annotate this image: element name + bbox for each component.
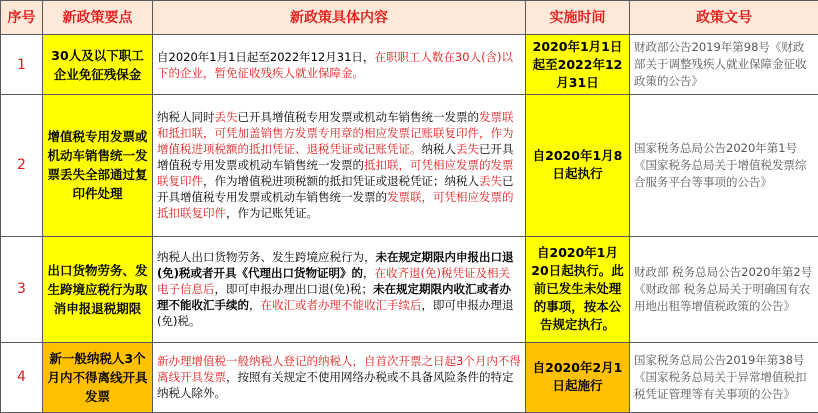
content-segment: 发票联，可凭相应发票的抵扣联复印件 bbox=[157, 190, 514, 221]
table-row bbox=[1, 236, 818, 342]
content-segment: 丢失 bbox=[456, 142, 479, 157]
row-content bbox=[153, 236, 526, 342]
content-segment: 在收汇或者办理不能收汇手续后 bbox=[260, 298, 422, 313]
row-doc: 国家税务总局公告2019年第38号《国家税务总局关于异常增值税扣税凭证管理等有关事项的公告》 bbox=[630, 342, 818, 412]
row-time: 2020年1月1日起至2022年12月31日 bbox=[526, 35, 630, 95]
row-content bbox=[153, 342, 526, 412]
content-segment: 纳税人同时 bbox=[157, 110, 215, 125]
content-segment: 丢失 bbox=[214, 110, 238, 125]
content-segment: 丢失 bbox=[479, 174, 502, 189]
row-seq: 1 bbox=[1, 35, 43, 95]
content-segment: ，作为记账凭证。 bbox=[226, 206, 318, 221]
row-key-point: 出口货物劳务、发生跨境应税行为取消申报退税期限 bbox=[43, 236, 153, 342]
content-segment: 在收齐退(免)税凭证及相关电子信息后 bbox=[157, 266, 510, 297]
content-segment: ，作为增值税进项税额的抵扣凭证或退税凭证；纳税人 bbox=[203, 174, 479, 189]
content-segment: 纳税人 bbox=[421, 142, 456, 157]
row-key-point: 增值税专用发票或机动车销售统一发票丢失全部通过复印件处理 bbox=[43, 95, 153, 236]
row-time: 自2020年1月20日起执行。此前已发生未处理的事项，按本公告规定执行。 bbox=[526, 236, 630, 342]
content-segment: ，即可申报办理出口退(免)税； bbox=[214, 282, 373, 297]
content-segment: ，即可申报办理退(免)税。 bbox=[157, 298, 514, 329]
content-segment: 未在规定期限内收汇或者办理不能收汇手续的 bbox=[157, 282, 511, 313]
row-doc: 国家税务总局公告2020年第1号《国家税务总局关于增值税发票综合服务平台等事项的公告》 bbox=[630, 95, 818, 236]
row-seq: 3 bbox=[1, 236, 43, 342]
header-doc: 政策文号 bbox=[630, 1, 818, 35]
row-seq: 4 bbox=[1, 342, 43, 412]
header-key-point: 新政策要点 bbox=[43, 1, 153, 35]
row-key-point: 30人及以下职工企业免征残保金 bbox=[43, 35, 153, 95]
table-row bbox=[1, 35, 818, 95]
content-segment: 在职职工人数在30人(含)以下的企业，暂免征收残疾人就业保障金。 bbox=[157, 49, 514, 80]
content-segment: ， bbox=[249, 298, 261, 313]
row-key-point: 新一般纳税人3个月内不得离线开具发票 bbox=[43, 342, 153, 412]
row-doc: 财政部 税务总局公告2020年第2号《财政部 税务总局关于明确国有农用地出租等增值税政策的公告》 bbox=[630, 236, 818, 342]
header-row bbox=[1, 1, 818, 35]
row-time: 自2020年2月1日起施行 bbox=[526, 342, 630, 412]
content-segment: 已开具增值税专用发票或机动车销售统一发票的 bbox=[157, 174, 514, 205]
content-segment: 发票联和抵扣联，可凭加盖销售方发票专用章的相应发票记账联复印件，作为增值税进项税额的抵扣凭证、退税凭证或记账凭证。 bbox=[157, 110, 514, 157]
row-doc: 财政部公告2019年第98号《财政部关于调整残疾人就业保障金征收政策的公告》 bbox=[630, 35, 818, 95]
content-segment: 抵扣联，可凭相应发票的发票联复印件 bbox=[157, 158, 514, 189]
content-segment: 纳税人出口货物劳务、发生跨境应税行为， bbox=[157, 250, 376, 265]
header-time: 实施时间 bbox=[526, 1, 630, 35]
header-seq: 序号 bbox=[1, 1, 43, 35]
content-segment: 已开具增值税专用发票或机动车销售统一发票的 bbox=[157, 142, 514, 173]
table-row bbox=[1, 342, 818, 412]
content-segment: ， bbox=[363, 266, 375, 281]
content-segment: 自2020年1月1日起至2022年12月31日， bbox=[157, 49, 375, 64]
content-segment: 已开具增值税专用发票或机动车销售统一发票的 bbox=[237, 110, 479, 125]
content-segment: 新办理增值税一般纳税人登记的纳税人，自首次开票之日起3个月内不得离线开具发票 bbox=[157, 354, 521, 385]
row-seq: 2 bbox=[1, 95, 43, 236]
header-content: 新政策具体内容 bbox=[153, 1, 526, 35]
table-row bbox=[1, 95, 818, 236]
row-content bbox=[153, 35, 526, 95]
row-content bbox=[153, 95, 526, 236]
content-segment: ，按照有关规定不使用网络办税或不具备风险条件的特定纳税人除外。 bbox=[157, 370, 514, 401]
row-time: 自2020年1月8日起执行 bbox=[526, 95, 630, 236]
content-segment: 未在规定期限内申报出口退(免)税或者开具《代理出口货物证明》的 bbox=[157, 250, 514, 281]
